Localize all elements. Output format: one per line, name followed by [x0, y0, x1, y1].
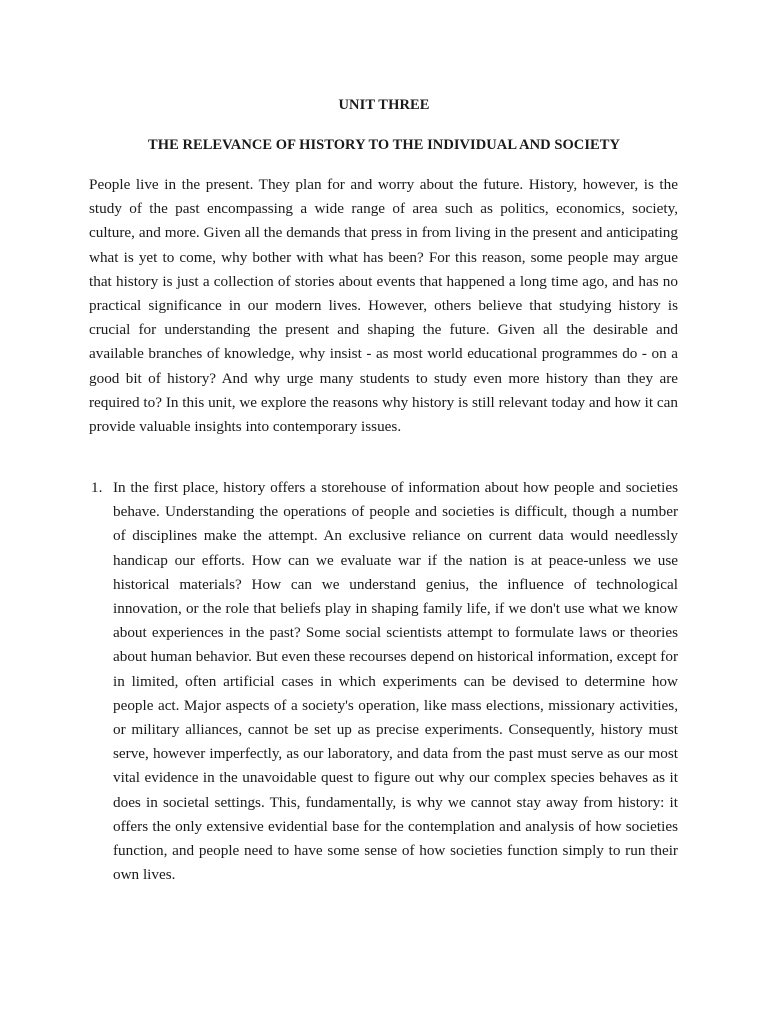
numbered-list — [89, 476, 678, 887]
list-item-text: In the first place, history offers a storehouse of information about how people and societies behave. Understanding the operations of people and societies is difficult, though a number of disciplines make the attempt. An exclusive reliance on current data would needlessly handicap our efforts. How can we evaluate war if the nation is at peace-unless we use historical materials? How can we understand genius, the influence of technological innovation, or the role that beliefs play in shaping family life, if we don't use what we know about experiences in the past? Some social scientists attempt to formulate laws or theories about human behavior. But even these recourses depend on historical information, except for in limited, often artificial cases in which experiments can be devised to determine how people act. Major aspects of a society's operation, like mass elections, missionary activities, or military alliances, cannot be set up as precise experiments. Consequently, history must serve, however imperfectly, as our laboratory, and data from the past must serve as our most vital evidence in the unavoidable quest to figure out why our complex species behaves as it does in societal settings. This, fundamentally, is why we cannot stay away from history: it offers the only extensive evidential base for the contemplation and analysis of how societies function, and people need to have some sense of how societies function simply to run their own lives. — [113, 479, 678, 884]
intro-paragraph: People live in the present. They plan for and worry about the future. History, however, is the study of the past encompassing a wide range of area such as politics, economics, society, culture, and more. Given all the demands that press in from living in the present and anticipating what is yet to come, why bother with what has been? For this reason, some people may argue that history is just a collection of stories about events that happened a long time ago, and has no practical significance in our modern lives. However, others believe that studying history is crucial for understanding the present and shaping the future. Given all the desirable and available branches of knowledge, why insist - as most world educational programmes do - on a good bit of history? And why urge many students to study even more history than they are required to? In this unit, we explore the reasons why history is still relevant today and how it can provide valuable insights into contemporary issues. — [89, 176, 678, 436]
document-title: THE RELEVANCE OF HISTORY TO THE INDIVIDUAL AND SOCIETY — [148, 137, 620, 153]
unit-heading: UNIT THREE — [338, 97, 430, 113]
list-item — [89, 476, 678, 887]
list-item-number: 1. — [91, 479, 103, 496]
